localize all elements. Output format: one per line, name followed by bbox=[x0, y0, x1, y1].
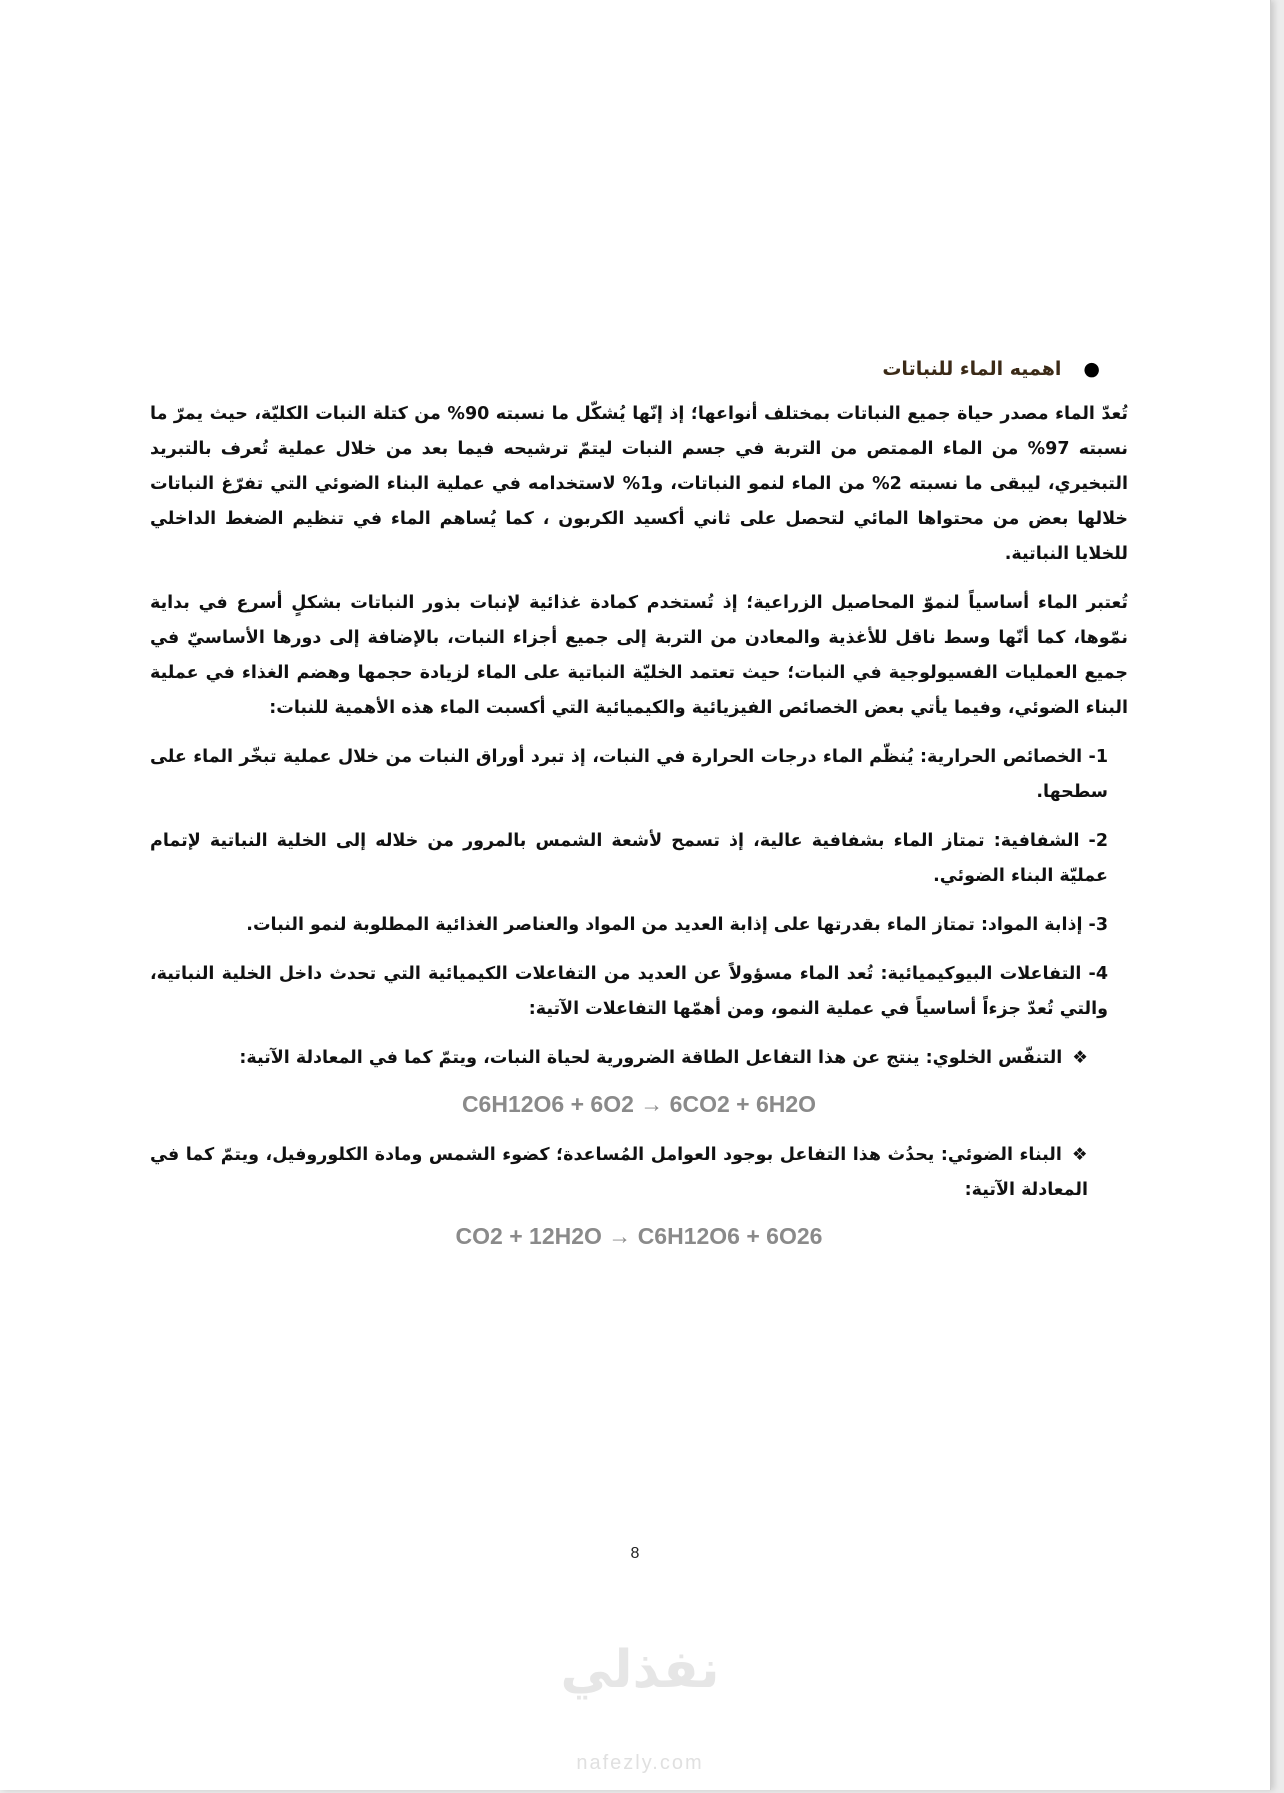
page-number: 8 bbox=[630, 1545, 640, 1562]
diamond-bullet-icon: ❖ bbox=[1072, 1048, 1088, 1068]
list-item-thermal: 1- الخصائص الحرارية: يُنظّم الماء درجات الحرارة في النبات، إذ تبرد أوراق النبات من خلال عملية تبخّر الماء على سطحها. bbox=[150, 747, 1108, 802]
bullet-dot-icon: ● bbox=[1083, 358, 1100, 380]
reaction-respiration-text: التنفّس الخلوي: ينتج عن هذا التفاعل الطاقة الضرورية لحياة النبات، ويتمّ كما في المعادلة الآتية: bbox=[239, 1048, 1063, 1068]
list-item-dissolving: 3- إذابة المواد: تمتاز الماء بقدرتها على إذابة العديد من المواد والعناصر الغذائية المطلوبة لنمو النبات. bbox=[246, 915, 1108, 935]
equation-photosynthesis: CO2 + 12H2O → C6H12O6 + 6O26 bbox=[455, 1223, 823, 1249]
list-item-transparency: 2- الشفافية: تمتاز الماء بشفافية عالية، إذ تسمح لأشعة الشمس بالمرور من خلاله إلى الخلية النباتية لإتمام عمليّة البناء الضوئي. bbox=[150, 831, 1108, 886]
reaction-photosynthesis bbox=[150, 1138, 1088, 1208]
paragraph-1: تُعدّ الماء مصدر حياة جميع النباتات بمختلف أنواعها؛ إذ إنّها يُشكّل ما نسبته 90% من كتلة النبات الكليّة، حيث يمرّ ما نسبته 97% من الماء الممتص من التربة في جسم النبات ليتمّ ترشيحه فيما بعد من خلال عملية تُعرف بالتبريد التبخيري، ليبقى ما نسبته 2% من الماء لنمو النباتات، و1% لاستخدامه في عملية البناء الضوئي التي تفرّغ النباتات خلالها بعض من محتواها المائي لتحصل على ثاني أكسيد الكربون ، كما يُساهم الماء في تنظيم الضغط الداخلي للخلايا النباتية. bbox=[150, 404, 1129, 564]
paragraph-2: تُعتبر الماء أساسياً لنموّ المحاصيل الزراعية؛ إذ تُستخدم كمادة غذائية لإنبات بذور النباتات بشكلٍ أسرع في بداية نمّوها، كما أنّها وسط ناقل للأغذية والمعادن من التربة إلى جميع أجزاء النبات، بالإضافة إلى دورها الأساسيّ في جميع العمليات الفسيولوجية في النبات؛ حيث تعتمد الخليّة النباتية على الماء لزيادة حجمها وهضم الغذاء في عملية البناء الضوئي، وفيما يأتي بعض الخصائص الفيزيائية والكيميائية التي أكسبت الماء هذه الأهمية للنبات: bbox=[150, 593, 1128, 718]
watermark-logo: نفذلي bbox=[560, 1640, 720, 1700]
heading-text: اهميه الماء للنباتات bbox=[882, 358, 1062, 380]
page-content bbox=[150, 352, 1128, 1270]
reaction-photosynthesis-text: البناء الضوئي: يحدُث هذا التفاعل بوجود العوامل المُساعدة؛ كضوء الشمس ومادة الكلوروفيل، ويتمّ كما في المعادلة الآتية: bbox=[150, 1145, 1088, 1200]
reaction-respiration bbox=[150, 1041, 1088, 1076]
list-item-biochemical: 4- التفاعلات البيوكيميائية: تُعد الماء مسؤولاً عن العديد من التفاعلات الكيميائية التي تحدث داخل الخلية النباتية، والتي تُعدّ جزءاً أساسياً في عملية النمو، ومن أهمّها التفاعلات الآتية: bbox=[150, 964, 1108, 1019]
diamond-bullet-icon: ❖ bbox=[1071, 1145, 1088, 1165]
equation-respiration: C6H12O6 + 6O2 → 6CO2 + 6H2O bbox=[461, 1091, 817, 1117]
watermark-url: nafezly.com bbox=[576, 1752, 704, 1774]
section-heading bbox=[150, 352, 1100, 387]
